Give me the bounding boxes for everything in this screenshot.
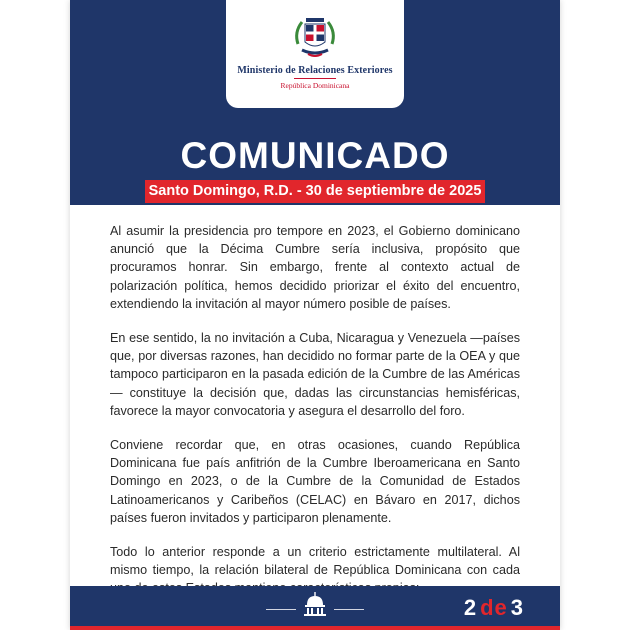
logo-card bbox=[226, 0, 404, 108]
page-total: 3 bbox=[510, 595, 524, 620]
page-title: COMUNICADO bbox=[180, 135, 450, 176]
logo-divider bbox=[294, 78, 336, 79]
republic-name: República Dominicana bbox=[280, 81, 350, 90]
palace-dome-icon bbox=[303, 592, 327, 618]
footer-rule-left bbox=[266, 609, 296, 610]
page-of: de bbox=[480, 595, 508, 620]
communique-page bbox=[70, 0, 560, 630]
paragraph-2: En ese sentido, la no invitación a Cuba, Nicaragua y Venezuela —países que, por diversas razones, han decidido no formar parte de la OEA y que tampoco participaron en la pasada edición de la Cumbre de las Américas— constituye la decisión que, dadas las circunstancias hemisféricas, favorece la mayor convocatoria y asegura el desarrollo del foro. bbox=[110, 331, 520, 418]
paragraph-3: Conviene recordar que, en otras ocasiones, cuando República Dominicana fue país anfitrión de la Cumbre Iberoamericana en Santo Domingo en 2023, o de la Cumbre de la Comunidad de Estados Latinoamericanos y Caribeños (CELAC) en Bávaro en 2017, dichos países fueron invitados y participaron plenamente. bbox=[110, 438, 520, 525]
page-indicator bbox=[464, 595, 524, 621]
date-banner: Santo Domingo, R.D. - 30 de septiembre de 2025 bbox=[145, 180, 485, 203]
communique-body bbox=[110, 222, 520, 614]
coat-of-arms-icon bbox=[290, 14, 340, 60]
paragraph-4: Todo lo anterior responde a un criterio estrictamente multilateral. Al mismo tiempo, la relación bilateral de República Dominicana con cada bbox=[110, 545, 520, 578]
footer-rule-right bbox=[334, 609, 364, 610]
ministry-name: Ministerio de Relaciones Exteriores bbox=[237, 65, 393, 76]
page-current: 2 bbox=[463, 595, 478, 620]
footer-band bbox=[70, 586, 560, 630]
header-band bbox=[70, 0, 560, 205]
paragraph-1: Al asumir la presidencia pro tempore en 2023, el Gobierno dominicano anunció que la Décima Cumbre sería inclusiva, propósito que procuramos honrar. Sin embargo, frente al contexto actual de polarización política, hemos decidido priorizar el éxito del encuentro, extendiendo la invitación al mayor número posible de países. bbox=[110, 224, 520, 311]
